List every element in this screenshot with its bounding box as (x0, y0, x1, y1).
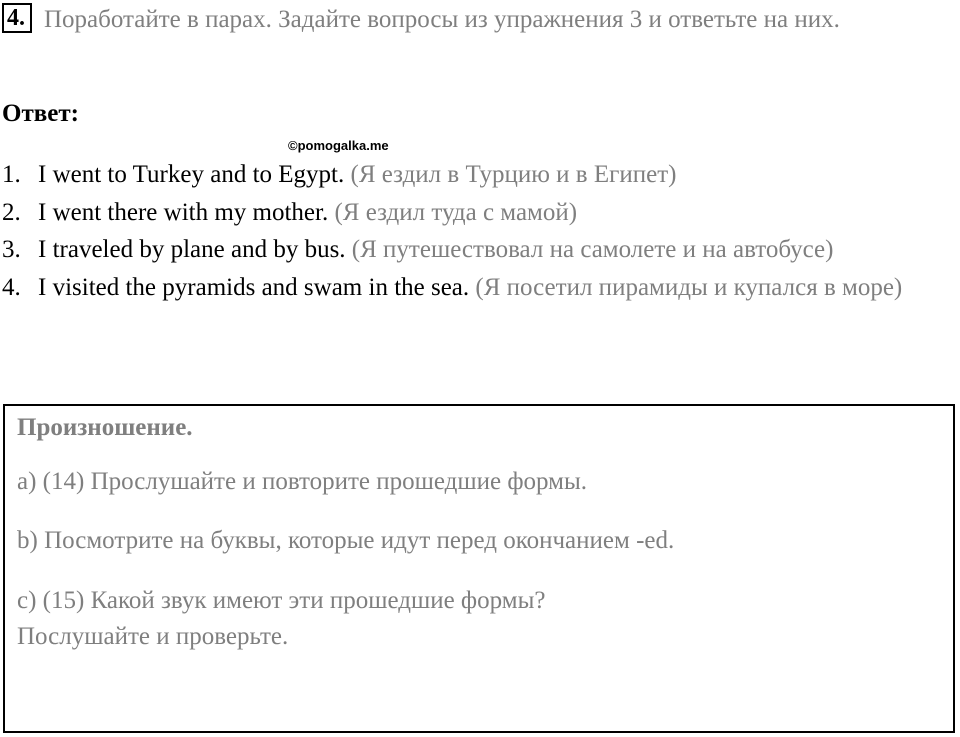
answer-item (0, 194, 958, 232)
task-instruction: Поработайте в парах. Задайте вопросы из упражнения 3 и ответьте на них. (44, 6, 840, 33)
answer-english: I went to Turkey and to Egypt. (38, 161, 345, 188)
answer-item (0, 269, 958, 307)
pronunciation-item-c-line1: c) (15) Какой звук имеют эти прошедшие формы? (17, 587, 546, 614)
answer-english: I traveled by plane and by bus. (38, 236, 346, 263)
answer-list (0, 156, 958, 306)
answer-english: I visited the pyramids and swam in the sea. (38, 273, 470, 301)
answer-number: 4. (2, 273, 21, 301)
pronunciation-item-c-line2: Послушайте и проверьте. (17, 623, 289, 650)
answer-heading: Ответ: (2, 100, 79, 127)
answer-english: I went there with my mother. (38, 198, 329, 226)
answer-translation: (Я ездил в Турцию и в Египет) (350, 161, 677, 188)
answer-number: 1. (2, 161, 21, 188)
pronunciation-item-b: b) Посмотрите на буквы, которые идут перед окончанием -ed. (17, 527, 675, 554)
answer-item (0, 156, 958, 194)
answer-number: 2. (2, 198, 21, 226)
answer-translation: (Я ездил туда с мамой) (334, 198, 578, 226)
pronunciation-item-a: a) (14) Прослушайте и повторите прошедшие формы. (17, 468, 588, 495)
answer-item (0, 231, 958, 269)
pronunciation-title: Произношение. (17, 414, 193, 441)
answer-number: 3. (2, 236, 21, 263)
answer-translation: (Я путешествовал на самолете и на автобусе) (351, 236, 834, 263)
answer-translation: (Я посетил пирамиды и купался в море) (475, 273, 903, 301)
pronunciation-box (3, 404, 955, 733)
task-header (2, 2, 932, 38)
watermark: ©pomogalka.me (288, 138, 389, 153)
task-number-badge: 4. (2, 3, 32, 33)
